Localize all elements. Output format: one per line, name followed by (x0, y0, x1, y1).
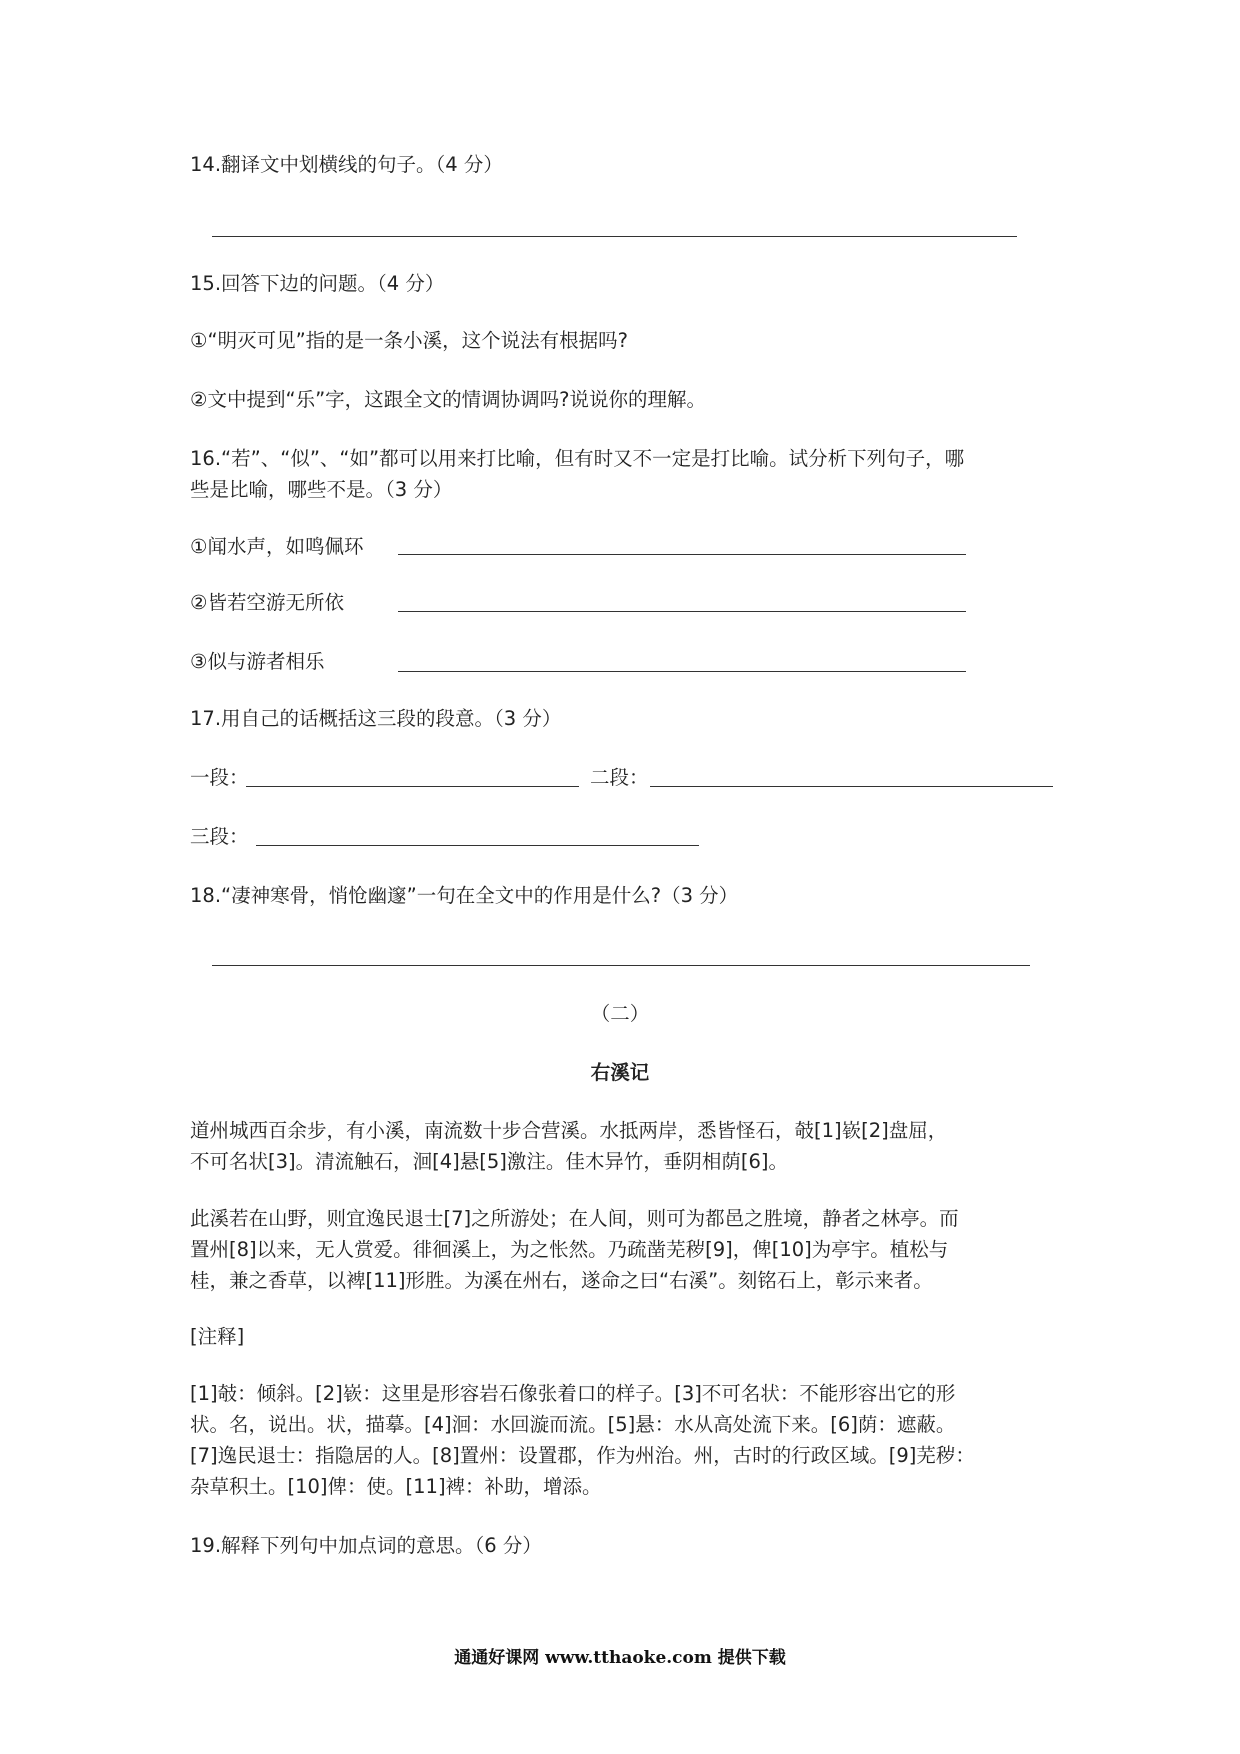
notes-line-4: 杂草积土。[10]俾：使。[11]裨：补助，增添。 (190, 1475, 602, 1498)
question-16-item-3: ③似与游者相乐 (190, 650, 325, 673)
passage-p1-line-1: 道州城西百余步，有小溪，南流数十步合营溪。水抵两岸，悉皆怪石，攲[1]嵚[2]盘屈， (190, 1119, 948, 1142)
passage-p2-line-3: 桂，兼之香草，以裨[11]形胜。为溪在州右，遂命之曰“右溪”。刻铭石上，彰示来者。 (190, 1269, 933, 1292)
passage-title: 右溪记 (590, 1061, 650, 1084)
question-14-text: 14.翻译文中划横线的句子。（4 分） (190, 153, 503, 176)
answer-line-16-1 (398, 554, 966, 555)
page-footer: 通通好课网 www.tthaoke.com 提供下载 (454, 1648, 786, 1668)
question-16-line-2: 些是比喻，哪些不是。（3 分） (190, 478, 453, 501)
notes-line-1: [1]攲：倾斜。[2]嵚：这里是形容岩石像张着口的样子。[3]不可名状：不能形容出它的形 (190, 1382, 956, 1405)
question-15-sub-1: ①“明灭可见”指的是一条小溪，这个说法有根据吗? (190, 329, 629, 352)
question-18-text: 18.“凄神寒骨，悄怆幽邃”一句在全文中的作用是什么?（3 分） (190, 884, 739, 907)
answer-line-16-3 (398, 671, 966, 672)
question-19-text: 19.解释下列句中加点词的意思。（6 分） (190, 1534, 542, 1557)
question-17-text: 17.用自己的话概括这三段的段意。（3 分） (190, 707, 562, 730)
question-16-line-1: 16.“若”、“似”、“如”都可以用来打比喻，但有时又不一定是打比喻。试分析下列句子，哪 (190, 447, 965, 470)
answer-line-17-3 (256, 845, 699, 846)
answer-line-17-1 (246, 786, 579, 787)
question-16-item-2: ②皆若空游无所依 (190, 591, 344, 614)
question-17-seg-2-label: 二段： (590, 766, 649, 789)
passage-p2-line-1: 此溪若在山野，则宜逸民退士[7]之所游处；在人间，则可为都邑之胜境，静者之林亭。而 (190, 1207, 959, 1230)
question-15-sub-2: ②文中提到“乐”字，这跟全文的情调协调吗?说说你的理解。 (190, 388, 707, 411)
answer-line-18 (212, 965, 1030, 966)
question-17-seg-1-label: 一段： (190, 766, 249, 789)
passage-p2-line-2: 置州[8]以来，无人赏爱。徘徊溪上，为之怅然。乃疏凿芜秽[9]，俾[10]为亭宇。植松与 (190, 1238, 949, 1261)
notes-line-3: [7]逸民退士：指隐居的人。[8]置州：设置郡，作为州治。州，古时的行政区域。[9]芜秽： (190, 1444, 975, 1467)
notes-line-2: 状。名，说出。状，描摹。[4]洄：水回漩而流。[5]悬：水从高处流下来。[6]荫：遮蔽。 (190, 1413, 956, 1436)
question-15-text: 15.回答下边的问题。（4 分） (190, 272, 445, 295)
section-number: （二） (590, 1002, 650, 1025)
answer-line-16-2 (398, 611, 966, 612)
question-16-item-1: ①闻水声，如鸣佩环 (190, 535, 364, 558)
notes-heading: [注释] (190, 1325, 245, 1348)
question-17-seg-3-label: 三段： (190, 825, 249, 848)
passage-p1-line-2: 不可名状[3]。清流触石，洄[4]悬[5]激注。佳木异竹，垂阴相荫[6]。 (190, 1150, 788, 1173)
answer-line-14 (212, 236, 1017, 237)
answer-line-17-2 (650, 786, 1053, 787)
